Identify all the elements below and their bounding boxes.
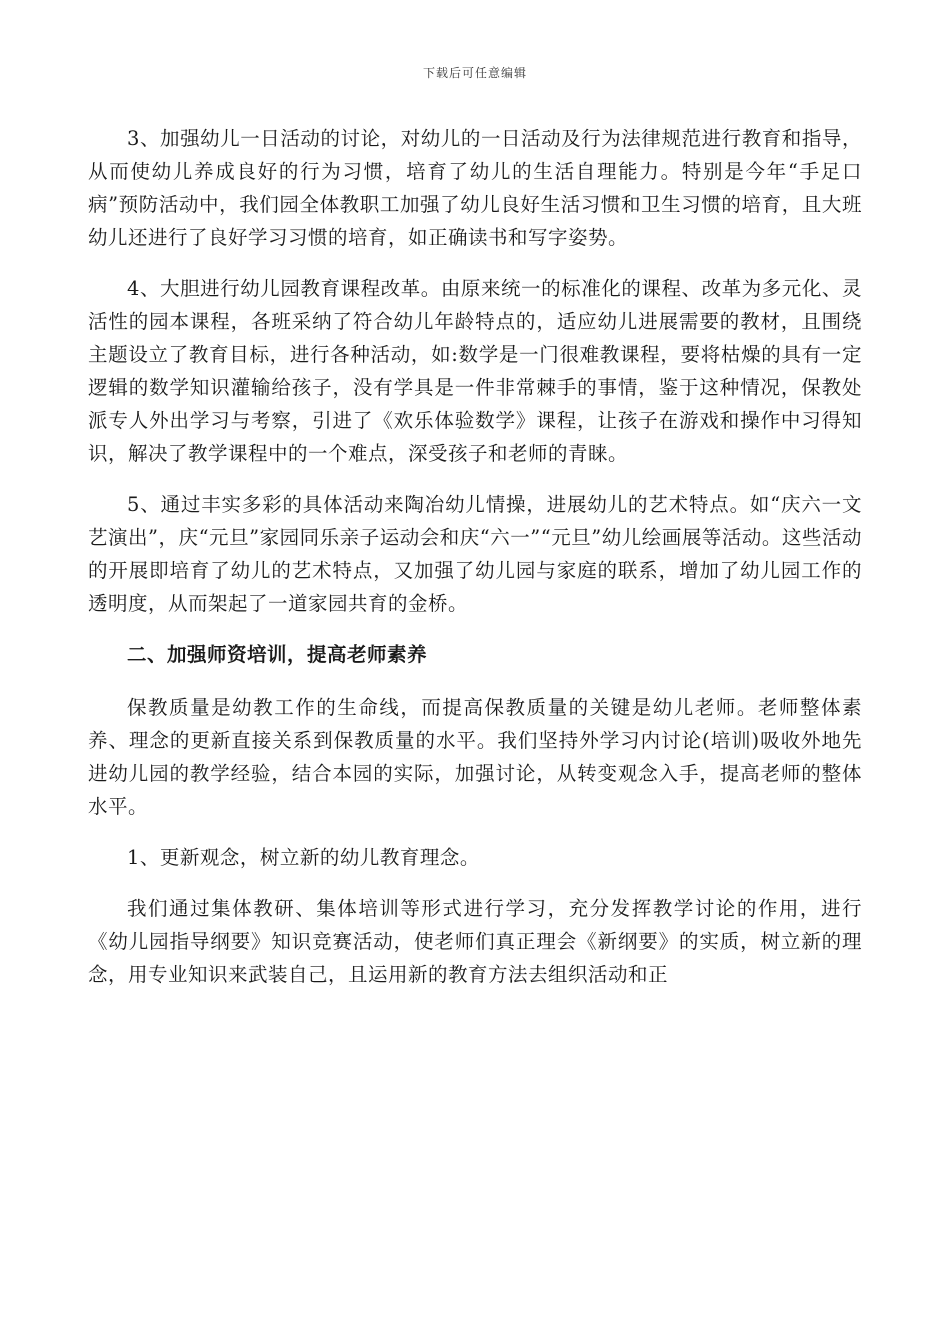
paragraph-item-5: 5、通过丰实多彩的具体活动来陶冶幼儿情操，进展幼儿的艺术特点。如“庆六一文艺演出”，庆“元旦”家园同乐亲子运动会和庆“六一”“元旦”幼儿绘画展等活动。这些活动的开展即培育了幼儿的艺术特点，又加强了幼儿园与家庭的联系，增加了幼儿园工作的透明度，从而架起了一道家园共育的金桥。 <box>88 493 862 615</box>
paragraph-subheading-1: 1、更新观念，树立新的幼儿教育理念。 <box>127 846 480 869</box>
paragraph-item-4: 4、大胆进行幼儿园教育课程改革。由原来统一的标准化的课程、改革为多元化、灵活性的园本课程，各班采纳了符合幼儿年龄特点的，适应幼儿进展需要的教材，且围绕主题设立了教育目标，进行各种活动，如:数学是一门很难教课程，要将枯燥的具有一定逻辑的数学知识灌输给孩子，没有学具是一件非常棘手的事情，鉴于这种情况，保教处派专人外出学习与考察，引进了《欢乐体验数学》课程，让孩子在游戏和操作中习得知识，解决了教学课程中的一个难点，深受孩子和老师的青睐。 <box>88 277 862 465</box>
paragraph-intro: 保教质量是幼教工作的生命线，而提高保教质量的关键是幼儿老师。老师整体素养、理念的更新直接关系到保教质量的水平。我们坚持外学习内讨论(培训)吸收外地先进幼儿园的教学经验，结合本园的实际，加强讨论，从转变观念入手，提高老师的整体水平。 <box>88 696 862 818</box>
section-heading: 二、加强师资培训，提高老师素养 <box>127 643 428 666</box>
page-header: 下载后可任意编辑 <box>422 66 527 80</box>
paragraph-training: 我们通过集体教研、集体培训等形式进行学习，充分发挥教学讨论的作用，进行《幼儿园指导纲要》知识竞赛活动，使老师们真正理会《新纲要》的实质，树立新的理念，用专业知识来武装自己，且运用新的教育方法去组织活动和正 <box>88 897 862 986</box>
document-body <box>88 122 862 1009</box>
paragraph-item-3: 3、加强幼儿一日活动的讨论，对幼儿的一日活动及行为法律规范进行教育和指导，从而使幼儿养成良好的行为习惯，培育了幼儿的生活自理能力。特别是今年“手足口病”预防活动中，我们园全体教职工加强了幼儿良好生活习惯和卫生习惯的培育，且大班幼儿还进行了良好学习习惯的培育，如正确读书和写字姿势。 <box>88 127 862 249</box>
